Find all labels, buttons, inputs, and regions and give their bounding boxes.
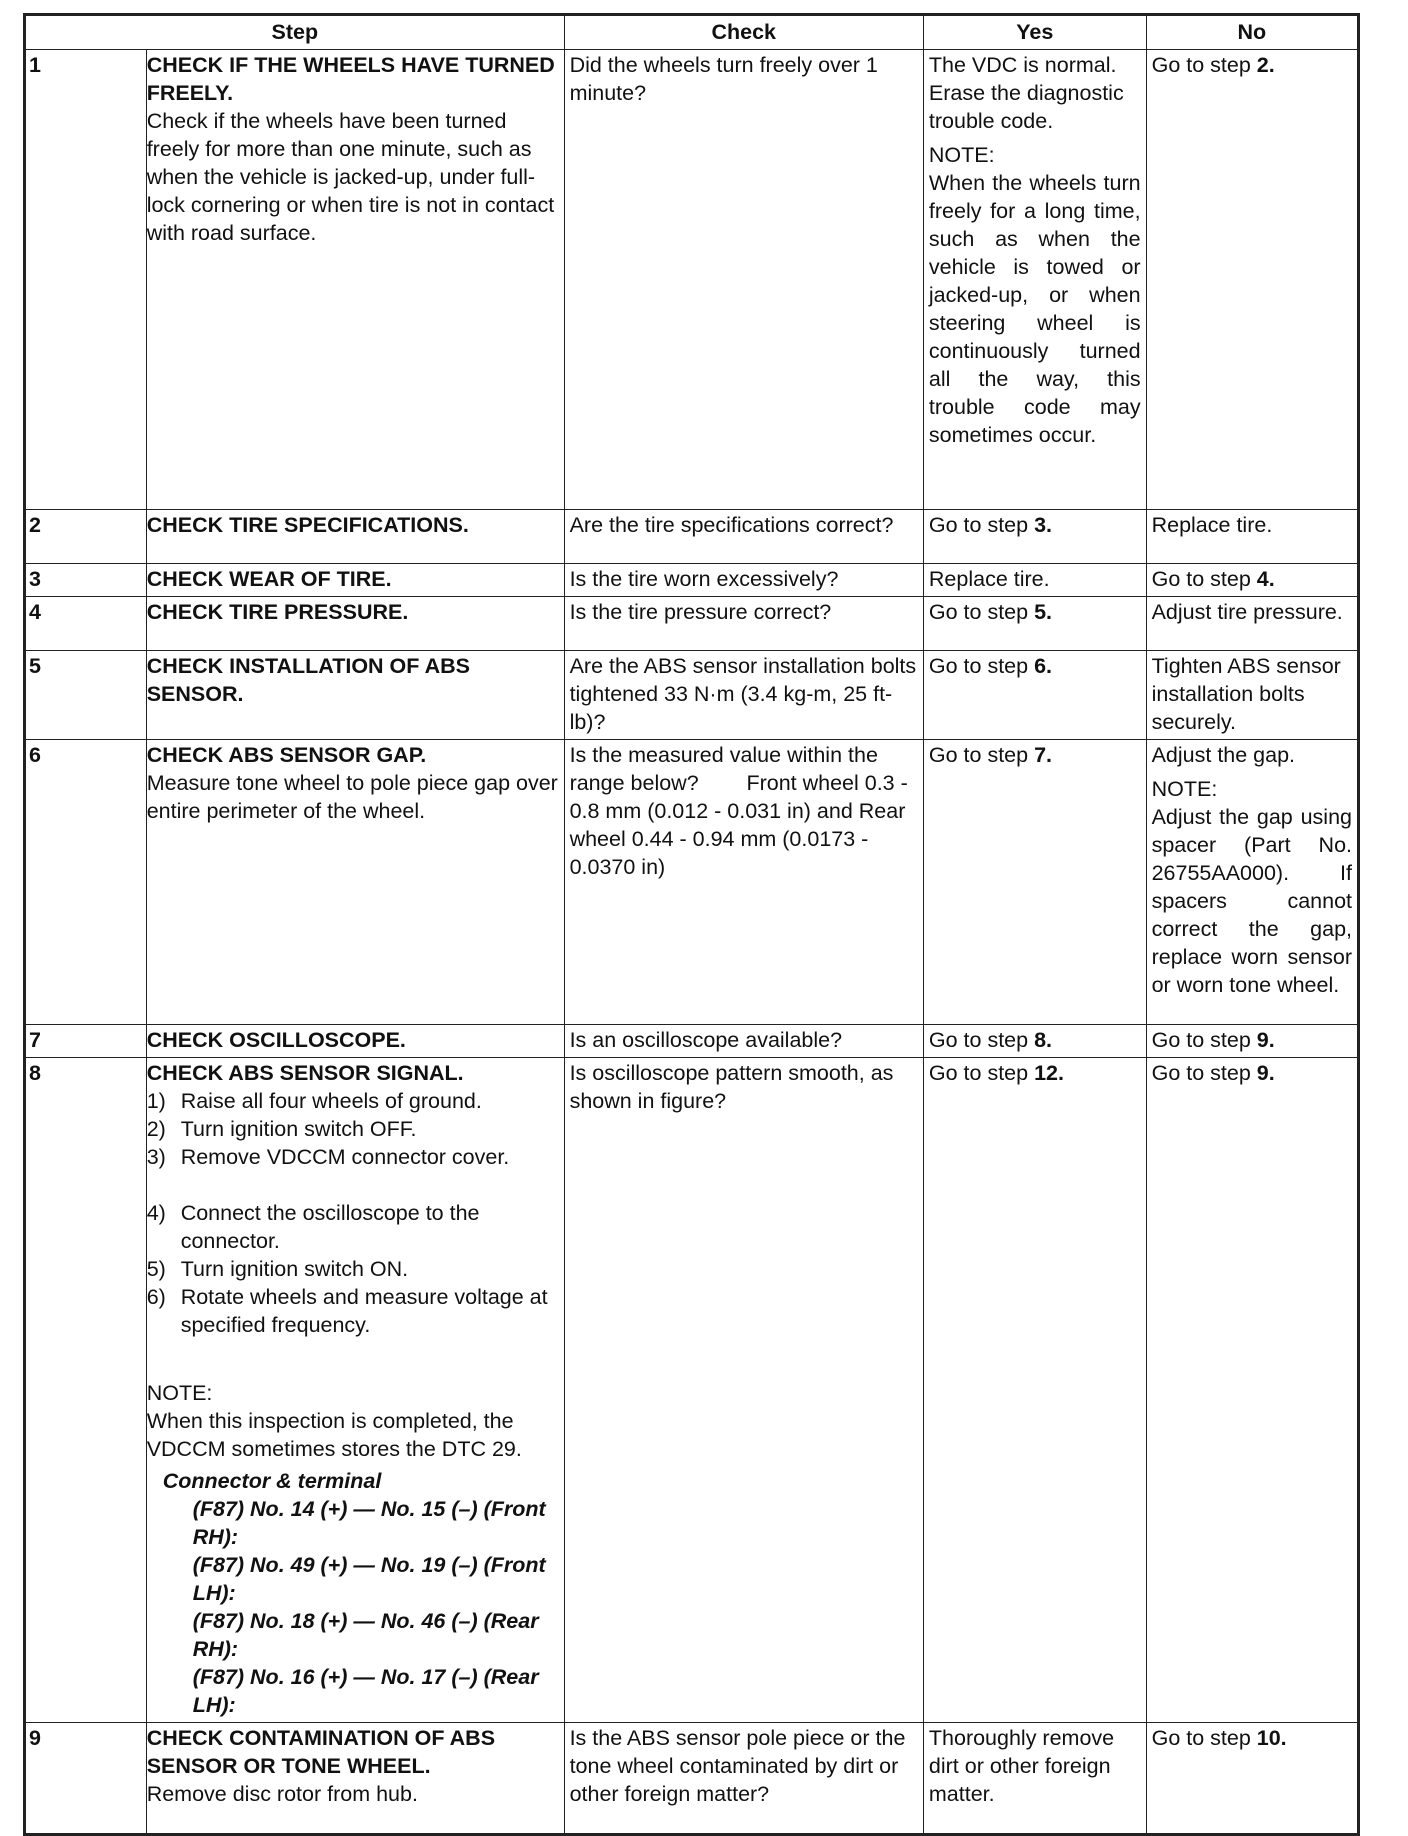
substep-item bbox=[147, 1255, 559, 1283]
goto-prefix: Go to step bbox=[1151, 567, 1257, 591]
step-cell bbox=[146, 1723, 564, 1835]
goto-step-ref: 5. bbox=[1034, 600, 1052, 624]
step-title: CHECK ABS SENSOR SIGNAL. bbox=[146, 1061, 464, 1085]
step-cell bbox=[146, 564, 564, 597]
no-cell bbox=[1146, 740, 1358, 1025]
step-title: CHECK IF THE WHEELS HAVE TURNED FREELY. bbox=[146, 53, 555, 105]
connector-line: (F87) No. 49 (+) — No. 19 (–) (Front LH): bbox=[192, 1553, 546, 1605]
table-row bbox=[25, 1723, 1359, 1835]
goto-prefix: Go to step bbox=[928, 513, 1035, 537]
table-row bbox=[25, 510, 1359, 564]
note-text: Adjust the gap using spacer (Part No. 26755AA000). If spacers cannot correct the gap, replace worn sensor or worn tone wheel. bbox=[1151, 805, 1352, 997]
connector-line: (F87) No. 18 (+) — No. 46 (–) (Rear RH): bbox=[192, 1609, 539, 1661]
step-title: CHECK TIRE SPECIFICATIONS. bbox=[146, 513, 469, 537]
substep-item bbox=[147, 1283, 559, 1339]
substep-number: 5) bbox=[146, 1257, 166, 1281]
step-number: 4 bbox=[25, 597, 147, 651]
step-title: CHECK WEAR OF TIRE. bbox=[146, 567, 392, 591]
check-cell: Is the tire worn excessively? bbox=[564, 564, 923, 597]
step-description: Measure tone wheel to pole piece gap over entire perimeter of the wheel. bbox=[146, 771, 558, 823]
substep-item bbox=[147, 1087, 559, 1115]
step-number: 5 bbox=[25, 651, 147, 740]
yes-cell bbox=[923, 50, 1146, 510]
substep-number: 3) bbox=[146, 1145, 166, 1169]
step-description: Check if the wheels have been turned freely for more than one minute, such as when the vehicle is jacked-up, under full-lock cornering or when tire is not in contact with road surface. bbox=[146, 109, 555, 245]
table-row bbox=[25, 50, 1359, 510]
table-row bbox=[25, 651, 1359, 740]
goto-step-ref: 8. bbox=[1034, 1028, 1052, 1052]
step-cell bbox=[146, 510, 564, 564]
note-text: When the wheels turn freely for a long time, such as when the vehicle is towed or jacked-up, or when steering wheel is continuously turned all the way, this trouble code may sometimes occur. bbox=[928, 171, 1141, 447]
yes-cell bbox=[923, 651, 1146, 740]
yes-cell: Replace tire. bbox=[923, 564, 1146, 597]
step-cell bbox=[146, 597, 564, 651]
substep-text: Turn ignition switch ON. bbox=[180, 1257, 409, 1281]
goto-step-ref: 6. bbox=[1034, 654, 1052, 678]
yes-cell bbox=[923, 740, 1146, 1025]
substep-text: Connect the oscilloscope to the connector. bbox=[180, 1201, 480, 1253]
step-description: Remove disc rotor from hub. bbox=[146, 1782, 418, 1806]
goto-step-ref: 3. bbox=[1034, 513, 1052, 537]
note-label: NOTE: bbox=[928, 143, 995, 167]
no-cell: Adjust tire pressure. bbox=[1146, 597, 1358, 651]
goto-prefix: Go to step bbox=[928, 1061, 1035, 1085]
table-row bbox=[25, 740, 1359, 1025]
header-no: No bbox=[1146, 15, 1358, 50]
substep-text: Remove VDCCM connector cover. bbox=[180, 1145, 510, 1169]
goto-step-ref: 9. bbox=[1256, 1028, 1275, 1052]
yes-cell bbox=[923, 597, 1146, 651]
step-title: CHECK ABS SENSOR GAP. bbox=[146, 743, 427, 767]
yes-cell bbox=[923, 1058, 1146, 1723]
connector-line: (F87) No. 14 (+) — No. 15 (–) (Front RH): bbox=[192, 1497, 546, 1549]
step-cell bbox=[146, 651, 564, 740]
substep-item bbox=[147, 1143, 559, 1171]
table-row bbox=[25, 1058, 1359, 1723]
table-header-row bbox=[25, 15, 1359, 50]
goto-step-ref: 12. bbox=[1034, 1061, 1064, 1085]
diagnostic-table bbox=[23, 13, 1360, 1836]
goto-prefix: Go to step bbox=[928, 743, 1035, 767]
substep-item bbox=[147, 1115, 559, 1143]
step-title: CHECK CONTAMINATION OF ABS SENSOR OR TONE WHEEL. bbox=[146, 1726, 496, 1778]
goto-prefix: Go to step bbox=[1151, 1726, 1257, 1750]
step-title: CHECK INSTALLATION OF ABS SENSOR. bbox=[146, 654, 470, 706]
connector-heading: Connector & terminal bbox=[162, 1469, 382, 1493]
step-cell bbox=[146, 1025, 564, 1058]
connector-line: (F87) No. 16 (+) — No. 17 (–) (Rear LH): bbox=[192, 1665, 539, 1717]
step-number: 6 bbox=[25, 740, 147, 1025]
substep-number: 6) bbox=[146, 1285, 166, 1309]
goto-step-ref: 2. bbox=[1256, 53, 1275, 77]
goto-prefix: Go to step bbox=[1151, 53, 1257, 77]
substep-text: Raise all four wheels of ground. bbox=[180, 1089, 482, 1113]
step-title: CHECK OSCILLOSCOPE. bbox=[146, 1028, 406, 1052]
yes-cell bbox=[923, 510, 1146, 564]
check-cell: Are the tire specifications correct? bbox=[564, 510, 923, 564]
substep-list bbox=[147, 1087, 559, 1339]
substep-text: Rotate wheels and measure voltage at specified frequency. bbox=[180, 1285, 548, 1337]
step-number: 8 bbox=[25, 1058, 147, 1723]
step-number: 3 bbox=[25, 564, 147, 597]
note-label: NOTE: bbox=[1151, 777, 1218, 801]
no-cell bbox=[1146, 1025, 1358, 1058]
no-cell: Replace tire. bbox=[1146, 510, 1358, 564]
substep-number: 2) bbox=[146, 1117, 166, 1141]
no-cell bbox=[1146, 564, 1358, 597]
step-cell bbox=[146, 50, 564, 510]
goto-prefix: Go to step bbox=[928, 654, 1035, 678]
check-cell: Is the ABS sensor pole piece or the tone wheel contaminated by dirt or other foreign matter? bbox=[564, 1723, 923, 1835]
table-row bbox=[25, 564, 1359, 597]
step-number: 1 bbox=[25, 50, 147, 510]
goto-step-ref: 9. bbox=[1256, 1061, 1275, 1085]
goto-step-ref: 4. bbox=[1256, 567, 1275, 591]
substep-text: Turn ignition switch OFF. bbox=[180, 1117, 417, 1141]
step-number: 7 bbox=[25, 1025, 147, 1058]
substep-item bbox=[147, 1199, 559, 1255]
goto-prefix: Go to step bbox=[1151, 1028, 1257, 1052]
step-title: CHECK TIRE PRESSURE. bbox=[146, 600, 409, 624]
header-yes: Yes bbox=[923, 15, 1146, 50]
goto-prefix: Go to step bbox=[1151, 1061, 1257, 1085]
goto-step-ref: 10. bbox=[1256, 1726, 1287, 1750]
check-cell: Is the measured value within the range below? Front wheel 0.3 - 0.8 mm (0.012 - 0.031 in) and Rear wheel 0.44 - 0.94 mm (0.0173 - 0.0370 in) bbox=[564, 740, 923, 1025]
table-row bbox=[25, 597, 1359, 651]
header-step: Step bbox=[25, 15, 565, 50]
note-text: When this inspection is completed, the VDCCM sometimes stores the DTC 29. bbox=[146, 1409, 522, 1461]
goto-prefix: Go to step bbox=[928, 600, 1035, 624]
no-text: Adjust the gap. bbox=[1151, 743, 1296, 767]
no-cell bbox=[1146, 50, 1358, 510]
no-cell bbox=[1146, 1723, 1358, 1835]
check-cell: Is an oscilloscope available? bbox=[564, 1025, 923, 1058]
step-cell bbox=[146, 1058, 564, 1723]
yes-text: The VDC is normal. Erase the diagnostic trouble code. bbox=[928, 53, 1124, 133]
check-cell: Is the tire pressure correct? bbox=[564, 597, 923, 651]
check-cell: Is oscilloscope pattern smooth, as shown in figure? bbox=[564, 1058, 923, 1723]
no-cell: Tighten ABS sensor installation bolts securely. bbox=[1146, 651, 1358, 740]
check-cell: Are the ABS sensor installation bolts tightened 33 N·m (3.4 kg-m, 25 ft-lb)? bbox=[564, 651, 923, 740]
goto-prefix: Go to step bbox=[928, 1028, 1035, 1052]
table-row bbox=[25, 1025, 1359, 1058]
yes-cell bbox=[923, 1025, 1146, 1058]
header-check: Check bbox=[564, 15, 923, 50]
step-cell bbox=[146, 740, 564, 1025]
note-label: NOTE: bbox=[146, 1381, 213, 1405]
step-number: 2 bbox=[25, 510, 147, 564]
yes-cell: Thoroughly remove dirt or other foreign matter. bbox=[923, 1723, 1146, 1835]
step-number: 9 bbox=[25, 1723, 147, 1835]
substep-number: 4) bbox=[146, 1201, 166, 1225]
no-cell bbox=[1146, 1058, 1358, 1723]
substep-number: 1) bbox=[146, 1089, 166, 1113]
goto-step-ref: 7. bbox=[1034, 743, 1052, 767]
check-cell: Did the wheels turn freely over 1 minute? bbox=[564, 50, 923, 510]
